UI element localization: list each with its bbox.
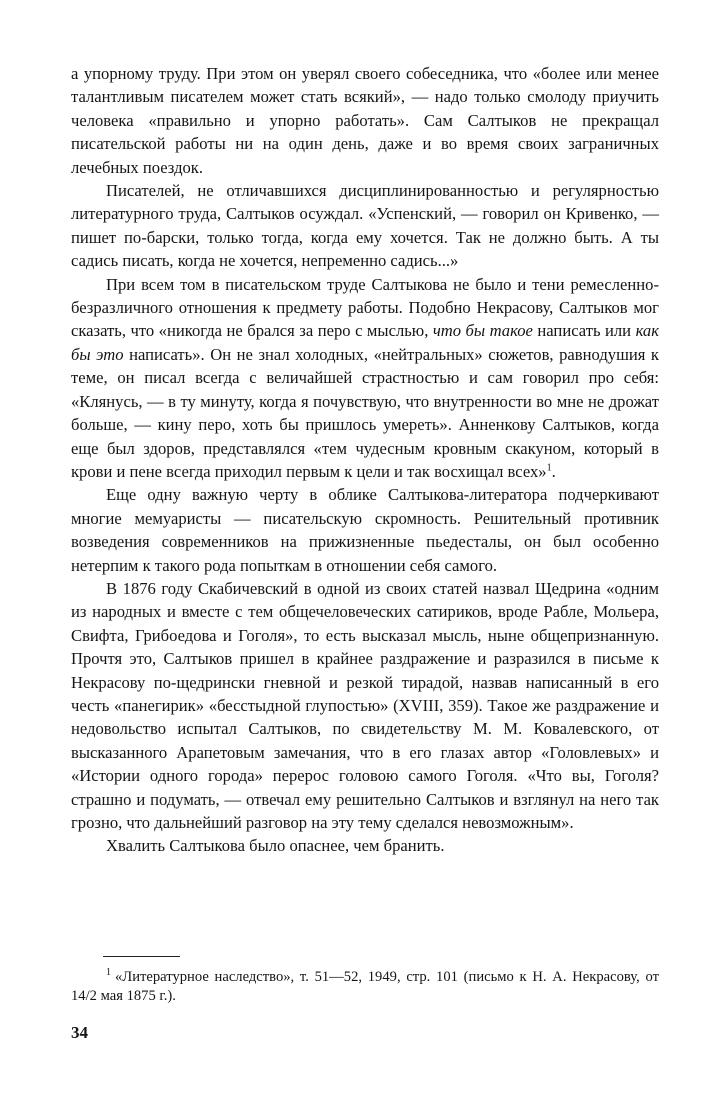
text-run: . xyxy=(551,461,556,481)
text-run: При всем том в писательском труде Салтыкова не было и тени ремесленно-безразличного отношения к предмету работы. Подобно Некрасову, Салтыков мог сказать, что «никогда не брался за перо с мыслью, xyxy=(71,274,659,341)
paragraph xyxy=(71,577,659,834)
text-run: Писателей, не отличавшихся дисциплинированностью и регулярностью литературного труда, Салтыков осуждал. «Успенский, — говорил он Кривенко, — пишет по-барски, только тогда, когда ему хочется. Так не должно быть. А ты садись писать, когда не хочется, непременно садись...» xyxy=(71,181,659,271)
footnote-text: «Литературное наследство», т. 51—52, 1949, стр. 101 (письмо к Н. А. Некрасову, от 14/2 мая 1875 г.). xyxy=(71,969,659,1004)
italic-phrase: как бы это xyxy=(71,321,659,364)
text-run: а упорному труду. При этом он уверял своего собеседника, что «более или менее талантливым писателем может стать всякий», — надо только смолоду приучить человека «правильно и упорно работать». Сам Салтыков не прекращал писательской работы ни на один день, даже и во время своих заграничных лечебных поездок. xyxy=(71,64,659,177)
paragraph xyxy=(71,834,659,857)
text-run: В 1876 году Скабичевский в одной из своих статей назвал Щедрина «одним из народных и вместе с тем общечеловеческих сатириков, вроде Рабле, Мольера, Свифта, Грибоедова и Гоголя», то есть высказал мысль, ныне общепризнанную. Прочтя это, Салтыков пришел в крайнее раздражение и разразился в письме к Некрасову по-щедрински гневной и резкой тирадой, назвав написанный в его честь «панегирик» «бесстыдной глупостью» (XVIII, 359). Такое же раздражение и недовольство испытал Салтыков, по свидетельству М. М. Ковалевского, от высказанного Арапетовым замечания, что в его глазах автор «Головлевых» и «Истории одного города» перерос головою самого Гоголя. «Что вы, Гоголя? страшно и подумать, — отвечал ему решительно Салтыков и взглянул на него так грозно, что дальнейший разговор на эту тему сделался невозможным». xyxy=(71,578,659,832)
paragraph xyxy=(71,179,659,273)
paragraph xyxy=(71,62,659,179)
text-run: написать». Он не знал холодных, «нейтральных» сюжетов, равнодушия к теме, он писал всегда с величайшей страстностью и сам говорил про себя: «Клянусь, — в ту минуту, когда я почувствую, что внутренности во мне не дрожат больше, — кину перо, хоть бы пришлось умереть». Анненкову Салтыков, когда еще был здоров, представлялся «тем чудесным кровным скакуном, который в крови и пене всегда приходил первым к цели и так восхищал всех» xyxy=(71,344,659,481)
paragraph xyxy=(71,483,659,577)
main-text xyxy=(71,62,659,858)
footnote-divider xyxy=(103,956,180,957)
footnote xyxy=(71,968,659,1006)
text-run: Еще одну важную черту в облике Салтыкова-литератора подчеркивают многие мемуаристы — писательскую скромность. Решительный противник возведения современников на прижизненные пьедесталы, он был особенно нетерпим к такого рода попыткам в отношении себя самого. xyxy=(71,485,659,575)
text-run: написать или xyxy=(532,321,636,341)
page-number: 34 xyxy=(71,1023,88,1042)
italic-phrase: что бы такое xyxy=(432,321,533,341)
text-run: Хвалить Салтыкова было опаснее, чем бранить. xyxy=(106,836,445,856)
footnote-mark: 1 xyxy=(106,967,111,979)
paragraph xyxy=(71,273,659,484)
footnote-reference[interactable]: 1 xyxy=(546,462,552,474)
